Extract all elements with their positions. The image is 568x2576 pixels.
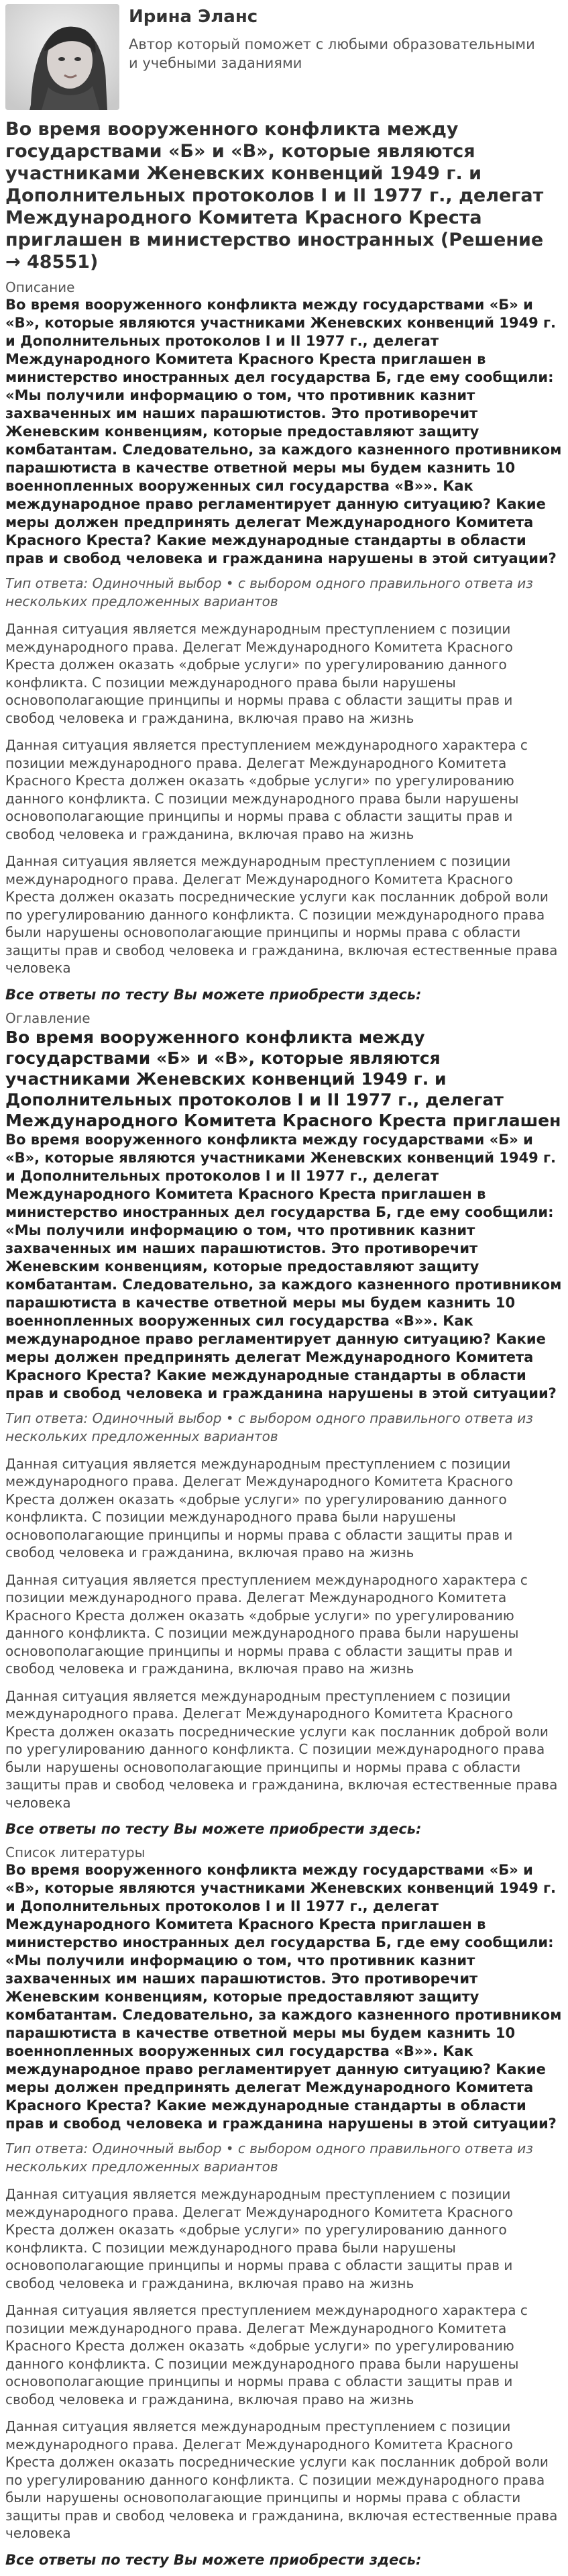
answer-option: Данная ситуация является международным преступлением с позиции международного права. Делегат Международного Комитета Красного Креста должен оказать «добрые услуги» по урегулированию данного конфликта. С позиции международного права были нарушены основополагающие принципы и нормы права с области защиты прав и свобод человека и гражданина, включая право на жизнь — [5, 621, 513, 726]
answer-type: Тип ответа: Одиночный выбор • с выбором одного правильного ответа из нескольких предложенных вариантов — [5, 575, 533, 609]
author-name[interactable]: Ирина Эланс — [129, 7, 258, 27]
answer-option: Данная ситуация является международным преступлением с позиции международного права. Делегат Международного Комитета Красного Креста должен оказать посреднические услуги как посланник доброй воли по урегулированию данного конфликта. С позиции международного права были нарушены основополагающие принципы и нормы права с области защиты прав и свобод человека и гражданина, включая естественные права человека — [5, 2418, 558, 2541]
answer-option: Данная ситуация является преступлением международного характера с позиции международного права. Делегат Международного Комитета Красного Креста должен оказать «добрые услуги» по урегулированию данного конфликта. С позиции международного права были нарушены основополагающие принципы и нормы права с области защиты прав и свобод человека и гражданина, включая право на жизнь — [5, 2302, 528, 2408]
section-label: Список литературы — [5, 1844, 146, 1861]
answer-option: Данная ситуация является международным преступлением с позиции международного права. Делегат Международного Комитета Красного Креста должен оказать «добрые услуги» по урегулированию данного конфликта. С позиции международного права были нарушены основополагающие принципы и нормы права с области защиты прав и свобод человека и гражданина, включая право на жизнь — [5, 1455, 513, 1561]
section-label: Описание — [5, 279, 75, 295]
author-card — [5, 0, 563, 115]
answer-type: Тип ответа: Одиночный выбор • с выбором одного правильного ответа из нескольких предложенных вариантов — [5, 1409, 533, 1444]
author-info — [129, 4, 545, 72]
buy-answers-text: Все ответы по тесту Вы можете приобрести здесь: — [5, 2551, 422, 2568]
buy-answers-text: Все ответы по тесту Вы можете приобрести здесь: — [5, 986, 422, 1003]
page-title: Во время вооруженного конфликта между государствами «Б» и «В», которые являются участниками Женевских конвенций 1949 г. и Дополнительных протоколов I и II 1977 г., делегат Международного Комитета Красного Креста приглашен в министерство иностранных (Решение → 48551) — [5, 119, 544, 273]
answer-type: Тип ответа: Одиночный выбор • с выбором одного правильного ответа из нескольких предложенных вариантов — [5, 2140, 533, 2175]
section-label: Оглавление — [5, 1009, 91, 1026]
avatar-portrait-icon — [5, 4, 119, 110]
question-text: Во время вооруженного конфликта между государствами «Б» и «В», которые являются участниками Женевских конвенций 1949 г. и Дополнительных протоколов I и II 1977 г., делегат Международного Комитета Красного Креста приглашен в министерство иностранных дел государства Б, где ему сообщили: «Мы получили информацию о том, что противник казнит захваченных им наших парашютистов. Это противоречит Женевским конвенциям, которые предоставляют защиту комбатантам. Следовательно, за каждого казненного противником парашютиста в качестве ответной меры мы будем казнить 10 военнопленных вооруженных сил государства «В»». Как международное право регламентирует данную ситуацию? Какие меры должен предпринять делегат Международного Комитета Красного Креста? Какие международные стандарты в области прав и свобод человека и гражданина нарушены в этой ситуации? — [5, 297, 562, 566]
answer-option: Данная ситуация является международным преступлением с позиции международного права. Делегат Международного Комитета Красного Креста должен оказать посреднические услуги как посланник доброй воли по урегулированию данного конфликта. С позиции международного права были нарушены основополагающие принципы и нормы права с области защиты прав и свобод человека и гражданина, включая естественные права человека — [5, 1687, 558, 1811]
section-references — [5, 1844, 563, 2569]
question-text: Во время вооруженного конфликта между государствами «Б» и «В», которые являются участниками Женевских конвенций 1949 г. и Дополнительных протоколов I и II 1977 г., делегат Международного Комитета Красного Креста приглашен в министерство иностранных дел государства Б, где ему сообщили: «Мы получили информацию о том, что противник казнит захваченных им наших парашютистов. Это противоречит Женевским конвенциям, которые предоставляют защиту комбатантам. Следовательно, за каждого казненного противником парашютиста в качестве ответной меры мы будем казнить 10 военнопленных вооруженных сил государства «В»». Как международное право регламентирует данную ситуацию? Какие меры должен предпринять делегат Международного Комитета Красного Креста? Какие международные стандарты в области прав и свобод человека и гражданина нарушены в этой ситуации? — [5, 1131, 562, 1401]
answer-option: Данная ситуация является преступлением международного характера с позиции международного права. Делегат Международного Комитета Красного Креста должен оказать «добрые услуги» по урегулированию данного конфликта. С позиции международного права были нарушены основополагающие принципы и нормы права с области защиты прав и свобод человека и гражданина, включая право на жизнь — [5, 1571, 528, 1677]
answer-option: Данная ситуация является преступлением международного характера с позиции международного права. Делегат Международного Комитета Красного Креста должен оказать «добрые услуги» по урегулированию данного конфликта. С позиции международного права были нарушены основополагающие принципы и нормы права с области защиты прав и свобод человека и гражданина, включая право на жизнь — [5, 737, 528, 842]
author-description: Автор который поможет с любыми образовательными и учебными заданиями — [129, 36, 535, 71]
section-description — [5, 279, 563, 1004]
contents-heading: Во время вооруженного конфликта между государствами «Б» и «В», которые являются участниками Женевских конвенций 1949 г. и Дополнительных протоколов I и II 1977 г., делегат Международного Комитета Красного Креста приглашен — [5, 1027, 561, 1130]
question-text: Во время вооруженного конфликта между государствами «Б» и «В», которые являются участниками Женевских конвенций 1949 г. и Дополнительных протоколов I и II 1977 г., делегат Международного Комитета Красного Креста приглашен в министерство иностранных дел государства Б, где ему сообщили: «Мы получили информацию о том, что противник казнит захваченных им наших парашютистов. Это противоречит Женевским конвенциям, которые предоставляют защиту комбатантам. Следовательно, за каждого казненного противником парашютиста в качестве ответной меры мы будем казнить 10 военнопленных вооруженных сил государства «В»». Как международное право регламентирует данную ситуацию? Какие меры должен предпринять делегат Международного Комитета Красного Креста? Какие международные стандарты в области прав и свобод человека и гражданина нарушены в этой ситуации? — [5, 1862, 562, 2132]
author-avatar[interactable] — [5, 4, 119, 110]
answer-option: Данная ситуация является международным преступлением с позиции международного права. Делегат Международного Комитета Красного Креста должен оказать посреднические услуги как посланник доброй воли по урегулированию данного конфликта. С позиции международного права были нарушены основополагающие принципы и нормы права с области защиты прав и свобод человека и гражданина, включая естественные права человека — [5, 853, 558, 976]
answer-option: Данная ситуация является международным преступлением с позиции международного права. Делегат Международного Комитета Красного Креста должен оказать «добрые услуги» по урегулированию данного конфликта. С позиции международного права были нарушены основополагающие принципы и нормы права с области защиты прав и свобод человека и гражданина, включая право на жизнь — [5, 2186, 513, 2291]
buy-answers-text: Все ответы по тесту Вы можете приобрести здесь: — [5, 1821, 422, 1837]
section-contents — [5, 1009, 563, 1839]
